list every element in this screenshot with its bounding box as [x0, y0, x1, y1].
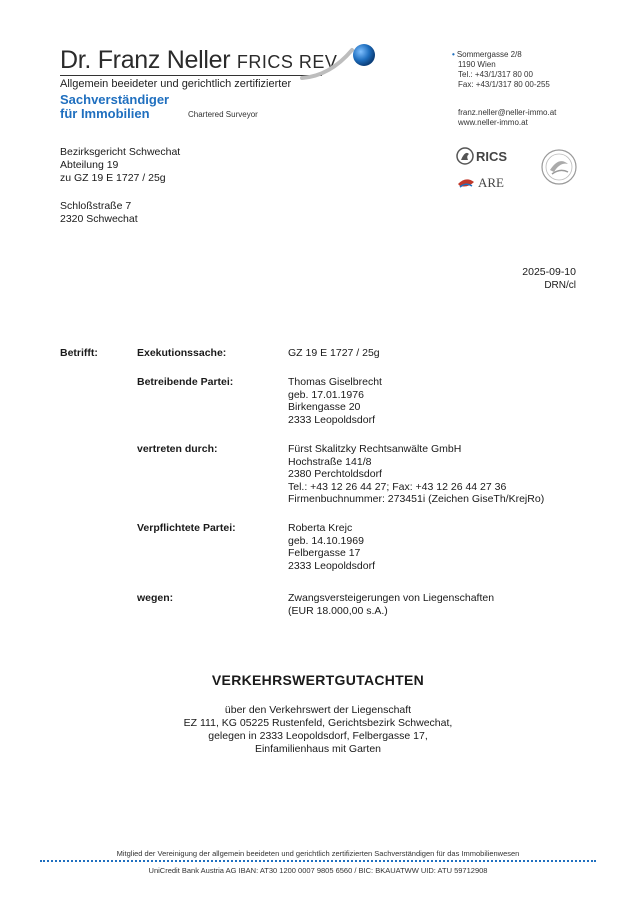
credentials: FRICS REV [236, 52, 338, 72]
row-label-defendant: Verpflichtete Partei: [137, 522, 236, 534]
value-line: (EUR 18.000,00 s.A.) [288, 604, 388, 617]
subject-label: Betrifft: [60, 347, 98, 359]
value-line: geb. 17.01.1976 [288, 388, 364, 401]
contact-city: 1190 Wien [458, 60, 496, 69]
chartered-surveyor: Chartered Surveyor [188, 110, 258, 119]
rics-logo-icon [456, 146, 524, 166]
contact-website[interactable]: www.neller-immo.at [458, 118, 528, 127]
row-value-execution [288, 347, 380, 360]
court-department: Abteilung 19 [60, 159, 119, 171]
row-value-represented [288, 443, 544, 506]
role-line-1: Sachverständiger [60, 92, 170, 107]
are-logo-icon [456, 172, 524, 192]
row-value-defendant [288, 522, 375, 572]
are-label: ARE [478, 175, 504, 190]
value-line: GZ 19 E 1727 / 25g [288, 347, 380, 359]
value-line: Tel.: +43 12 26 44 27; Fax: +43 12 26 44 27 36 [288, 480, 507, 493]
value-line: Firmenbuchnummer: 273451i (Zeichen GiseTh/KrejRo) [288, 493, 545, 505]
footer-dotted-divider [40, 860, 596, 862]
role-line-2: für Immobilien [60, 106, 150, 121]
letterhead-rule [60, 75, 322, 76]
rics-label: RICS [476, 149, 508, 164]
court-name: Bezirksgericht Schwechat [60, 146, 181, 158]
document-reference: DRN/cl [544, 280, 576, 291]
value-line: Roberta Krejc [288, 522, 353, 534]
footer-membership: Mitglied der Vereinigung der allgemein beeideten und gerichtlich zertifizierten Sachverständigen für das Immobilienwesen [116, 849, 520, 858]
logo-swoosh-icon [300, 38, 382, 84]
web-block [458, 108, 556, 128]
row-label-plaintiff: Betreibende Partei: [137, 376, 234, 388]
recipient-block [60, 146, 180, 185]
expert-name: Dr. Franz Neller [60, 46, 231, 74]
description-line: EZ 111, KG 05225 Rustenfeld, Gerichtsbezirk Schwechat, [183, 717, 453, 729]
case-reference: zu GZ 19 E 1727 / 25g [60, 172, 166, 184]
bullet-icon: • [452, 50, 455, 59]
value-line: 2333 Leopoldsdorf [288, 559, 375, 572]
contact-block [452, 50, 550, 90]
value-line: Fürst Skalitzky Rechtsanwälte GmbH [288, 443, 462, 455]
footer-bank-details: UniCredit Bank Austria AG IBAN: AT30 1200 0007 9805 6560 / BIC: BKAUATWW UID: ATU 59712908 [148, 866, 488, 875]
value-line: Felbergasse 17 [288, 547, 361, 559]
row-label-reason: wegen: [137, 592, 174, 604]
value-line: 2333 Leopoldsdorf [288, 413, 375, 426]
document-description [0, 704, 636, 756]
row-label-represented: vertreten durch: [137, 443, 218, 455]
row-value-reason [288, 592, 494, 617]
tagline: Allgemein beeideter und gerichtlich zertifizierter [60, 78, 292, 90]
value-line: geb. 14.10.1969 [288, 534, 364, 547]
contact-street: Sommergasse 2/8 [456, 50, 522, 59]
row-value-plaintiff [288, 376, 382, 426]
contact-email[interactable]: franz.neller@neller-immo.at [458, 108, 557, 117]
value-line: Birkengasse 20 [288, 401, 361, 413]
value-line: Zwangsversteigerungen von Liegenschaften [288, 592, 495, 604]
description-line: Einfamilienhaus mit Garten [254, 743, 382, 755]
letterhead-name [60, 46, 337, 75]
description-line: gelegen in 2333 Leopoldsdorf, Felbergasse 17, [208, 730, 428, 742]
sv-seal-icon [540, 148, 578, 186]
address-city: 2320 Schwechat [60, 213, 138, 225]
contact-phone: Tel.: +43/1/317 80 00 [458, 70, 533, 79]
contact-fax: Fax: +43/1/317 80 00-255 [458, 80, 550, 89]
recipient-address [60, 200, 138, 226]
row-label-execution: Exekutionssache: [137, 347, 227, 359]
value-line: Thomas Giselbrecht [288, 376, 382, 388]
description-line: über den Verkehrswert der Liegenschaft [224, 704, 412, 716]
document-date: 2025-09-10 [522, 266, 576, 278]
value-line: 2380 Perchtoldsdorf [288, 468, 382, 480]
document-title: VERKEHRSWERTGUTACHTEN [211, 672, 425, 688]
date-block [522, 266, 576, 292]
value-line: Hochstraße 141/8 [288, 455, 372, 468]
address-street: Schloßstraße 7 [60, 200, 132, 212]
